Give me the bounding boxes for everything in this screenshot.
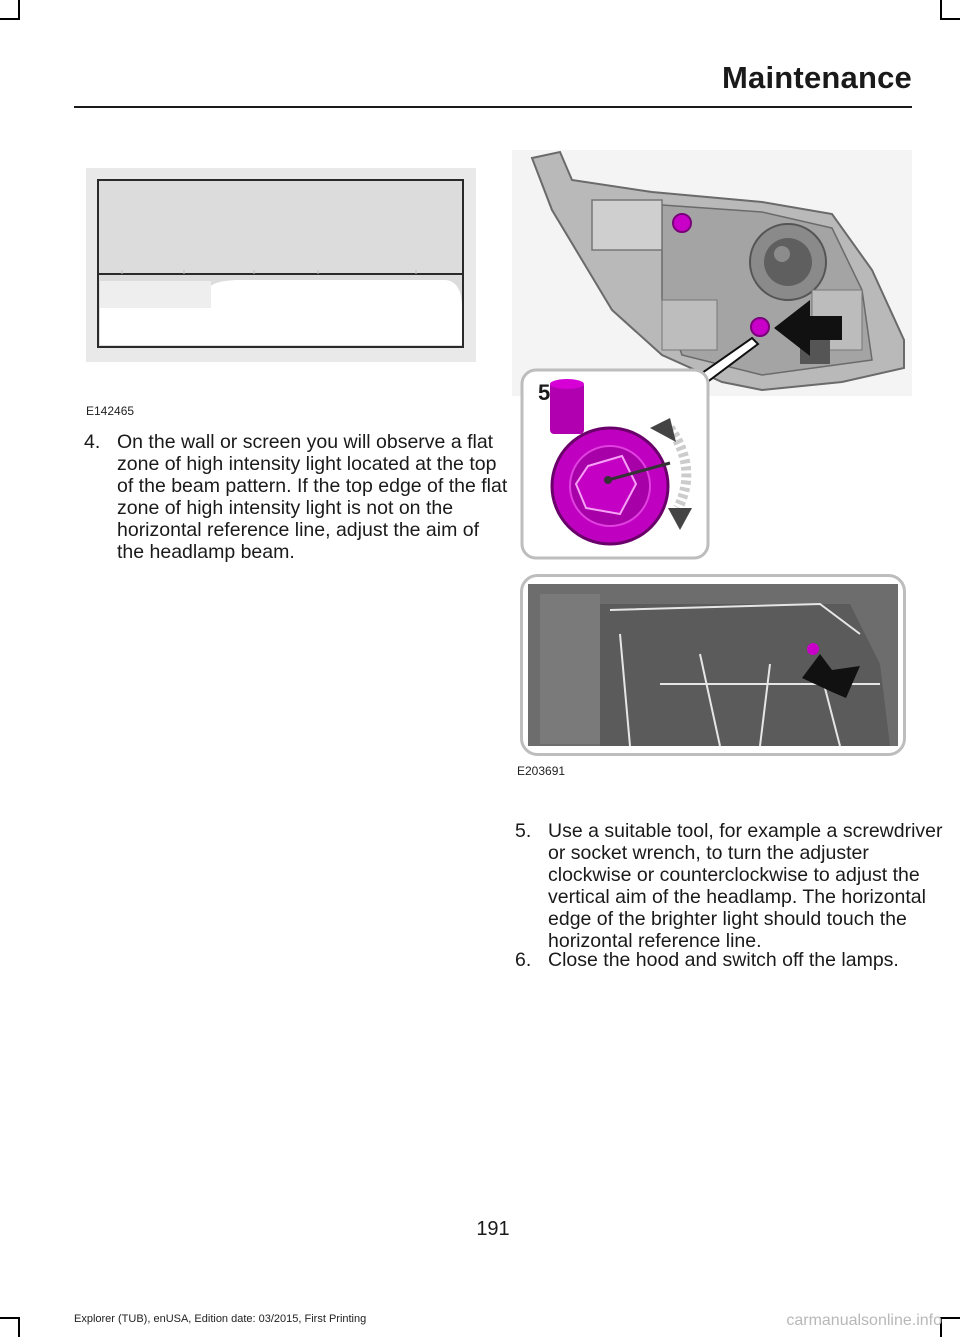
- crop-mark: [18, 0, 20, 20]
- step-number: 5.: [515, 820, 532, 842]
- crop-mark: [0, 1317, 20, 1319]
- section-title: Maintenance: [722, 60, 912, 95]
- figure-code: E203691: [517, 764, 566, 778]
- step-text: Use a suitable tool, for example a screwdriver or socket wrench, to turn the adjuster clockwise or counterclockwise to adjust the vertical aim of the headlamp. The horizontal edge of the brighter light should touch the horizontal reference line.: [548, 820, 943, 952]
- callout-number: 5: [538, 380, 551, 405]
- headlamp-rear-detail: [520, 574, 906, 756]
- crop-mark: [940, 1317, 960, 1319]
- watermark: carmanualsonline.info: [786, 1312, 942, 1329]
- crop-mark: [18, 1317, 20, 1337]
- step-6: [515, 949, 943, 971]
- crop-mark: [940, 18, 960, 20]
- edition-footer: Explorer (TUB), enUSA, Edition date: 03/2015, First Printing: [74, 1313, 367, 1325]
- crop-mark: [0, 18, 20, 20]
- step-5: [515, 820, 943, 952]
- step-text: Close the hood and switch off the lamps.: [548, 949, 899, 971]
- page-number: 191: [476, 1218, 510, 1240]
- step-number: 6.: [515, 949, 532, 971]
- step-number: 4.: [84, 431, 101, 453]
- crop-mark: [940, 0, 942, 20]
- header-rule: [74, 106, 912, 108]
- figure-code: E142465: [86, 404, 135, 418]
- beam-pattern-figure: [86, 168, 476, 362]
- headlamp-assembly-figure: [512, 150, 912, 396]
- step-text: On the wall or screen you will observe a flat zone of high intensity light located at the top of the beam pattern. If the top edge of the flat zone of high intensity light is not on the horizontal reference line, adjust the aim of the headlamp beam.: [117, 431, 508, 563]
- step-4: [84, 431, 509, 563]
